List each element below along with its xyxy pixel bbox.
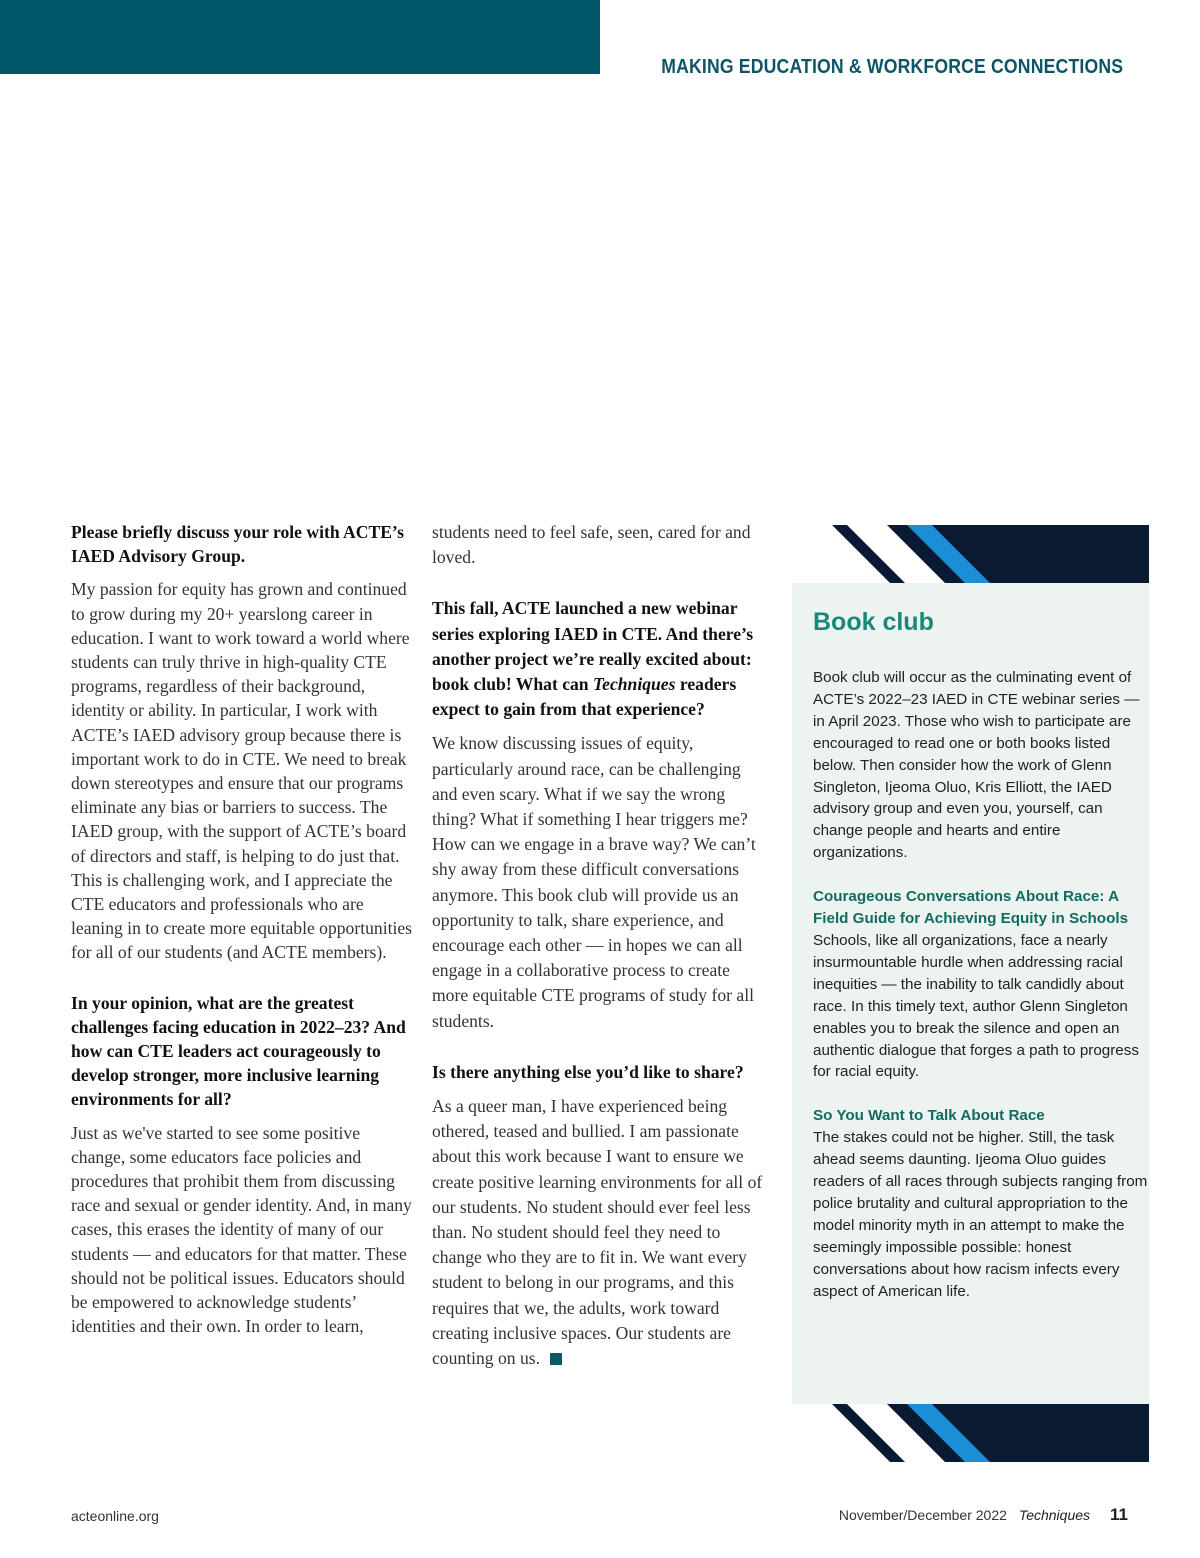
sidebar-intro: Book club will occur as the culminating event of ACTE’s 2022–23 IAED in CTE webinar series — in April 2023. Those who wish to participate are encouraged to read one or both books listed below. Then consider how the work of Glenn Singleton, Ijeoma Oluo, Kris Elliott, the IAED advisory group and even you, yourself, can change people and hearts and entire organizations.	[813, 669, 1140, 862]
book-title-courageous-conversations: Courageous Conversations About Race: A Field Guide for Achieving Equity in Schools	[813, 888, 1129, 928]
footer-website: acteonline.org	[71, 1508, 159, 1524]
question-role: Please briefly discuss your role with ACTE’s IAED Advisory Group.	[71, 522, 404, 567]
book-club-sidebar	[792, 525, 1149, 1462]
answer-book-club: We know discussing issues of equity, particularly around race, can be challenging and even scary. What if we say the wrong thing? What if something I hear triggers me? How can we engage in a brave way? We can’t shy away from these difficult conversations anymore. This book club will provide us an opportunity to talk, share experience, and encourage each other — in hopes we can all engage in a collaborative process to create more equitable CTE programs of study for all students.	[432, 733, 756, 1031]
page-number: 11	[1110, 1505, 1128, 1524]
question-book-club: This fall, ACTE launched a new webinar series exploring IAED in CTE. And there’s another project we’re really excited about: book club! What can Techniques readers expect to gain from that experience?	[432, 598, 754, 720]
decorative-stripes-top	[792, 525, 1149, 583]
book-title-so-you-want: So You Want to Talk About Race	[813, 1107, 1045, 1125]
footer-issue-info	[839, 1505, 1128, 1525]
footer-issue-date: November/December 2022	[838, 1507, 1007, 1523]
question-challenges: In your opinion, what are the greatest challenges facing education in 2022–23? And how can CTE leaders act courageously to develop stronger, more inclusive learning environments for all?	[71, 992, 406, 1110]
section-header: MAKING EDUCATION & WORKFORCE CONNECTIONS	[661, 55, 1123, 78]
question-anything-else: Is there anything else you’d like to share?	[432, 1061, 744, 1082]
footer-magazine: Techniques	[1018, 1507, 1091, 1523]
sidebar-body	[813, 607, 1149, 1324]
interview-column-2	[432, 520, 768, 1397]
interview-column-1	[71, 520, 413, 1365]
end-of-article-icon	[550, 1353, 562, 1365]
magazine-name: Techniques	[593, 674, 676, 695]
answer-role: My passion for equity has grown and continued to grow during my 20+ yearslong career in education. I want to work toward a world where students can truly thrive in high-quality CTE programs, regardless of their background, identity or ability. In particular, I work with ACTE’s IAED advisory group because there is important work to do in CTE. We need to break down stereotypes and ensure that our programs eliminate any bias or barriers to success. The IAED group, with the support of ACTE’s board of directors and staff, is helping to do just that. This is challenging work, and I appreciate the CTE educators and professionals who are leaning in to create more equitable opportunities for all of our students (and ACTE members).	[71, 579, 413, 963]
answer-challenges-part1: Just as we've started to see some positive change, some educators face policies and procedures that prohibit them from discussing race and sexual or gender identity. And, in many cases, this erases the identity of many of our students — and educators for that matter. These should not be political issues. Educators should be empowered to acknowledge students’ identities and their own. In order to learn,	[71, 1122, 412, 1337]
header-bar	[0, 0, 600, 74]
answer-anything-else: As a queer man, I have experienced being othered, teased and bullied. I am passionate about this work because I want to ensure we create positive learning environments for all of our students. No student should ever feel less than. No student should feel they need to change who they are to fit in. We want every student to belong in our programs, and this requires that we, the adults, work toward creating inclusive spaces. Our students are counting on us.	[432, 1096, 763, 1369]
book-description-courageous-conversations: Schools, like all organizations, face a nearly insurmountable hurdle when addressing racial inequities — the inability to talk candidly about race. In this timely text, author Glenn Singleton enables you to break the silence and open an authentic dialogue that forges a path to progress for racial equity.	[813, 931, 1139, 1081]
book-description-so-you-want: The stakes could not be higher. Still, the task ahead seems daunting. Ijeoma Oluo guides readers of all races through subjects ranging from police brutality and cultural appropriation to the model minority myth in an attempt to make the seemingly impossible possible: honest conversations about how racism infects every aspect of American life.	[813, 1129, 1148, 1300]
decorative-stripes-bottom	[792, 1404, 1149, 1462]
answer-challenges-part2: students need to feel safe, seen, cared for and loved.	[432, 522, 751, 568]
sidebar-title: Book club	[813, 608, 934, 636]
